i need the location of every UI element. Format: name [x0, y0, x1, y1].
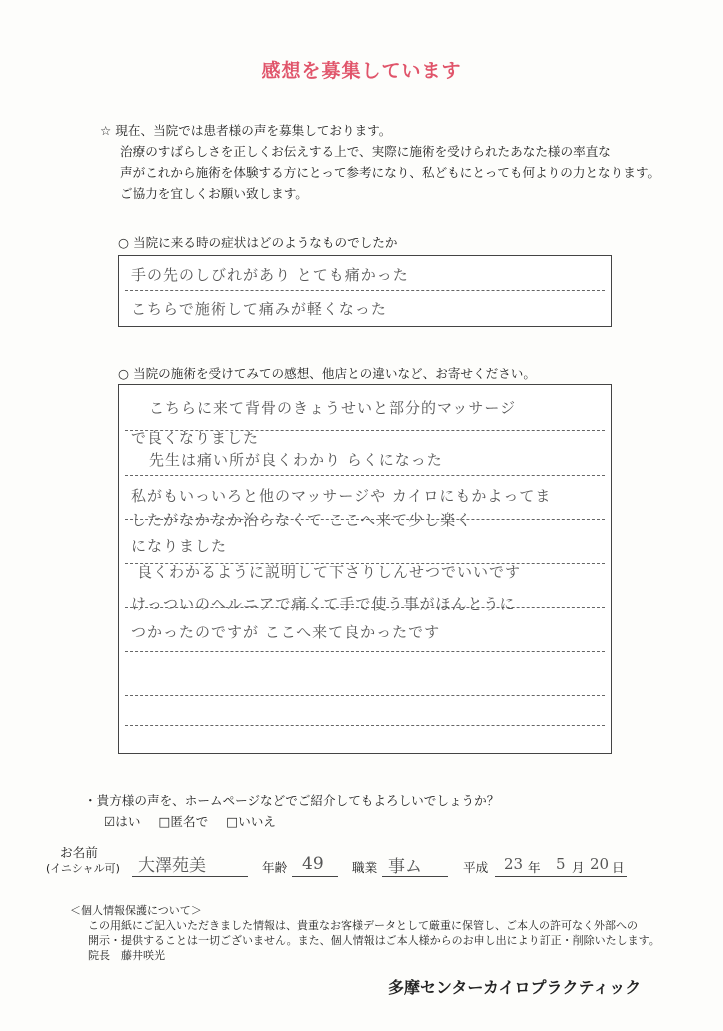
- handwritten-answer: で良くなりました: [131, 429, 260, 447]
- handwritten-answer: になりました: [131, 537, 228, 555]
- handwritten-answer: つかったのですが ここへ来て良かったです: [131, 623, 441, 641]
- privacy-line-2: 開示・提供することは一切ございません。また、個人情報はご本人様からのお申し出により訂正・削除いたします。: [88, 934, 660, 947]
- age-value: 49: [302, 854, 324, 874]
- consent-anonymous-checkbox[interactable]: □匿名で: [158, 814, 209, 829]
- intro-line-2: 治療のすばらしさを正しくお伝えする上で、実際に施術を受けられたあなた様の率直な: [120, 144, 611, 159]
- month-label: 月: [572, 860, 585, 875]
- handwritten-answer: こちらに来て背骨のきょうせいと部分的マッサージ: [149, 399, 517, 417]
- job-value: 事ム: [388, 857, 422, 877]
- day-value: 20: [590, 855, 610, 873]
- rule-line: [125, 695, 605, 696]
- intro-text: [100, 120, 660, 204]
- question-1-answer-box[interactable]: [118, 255, 612, 327]
- year-label: 年: [528, 860, 541, 875]
- consent-options: [104, 811, 290, 830]
- rule-line: [125, 290, 605, 291]
- handwritten-answer: 私がもいっいろと他のマッサージや カイロにもかよってま: [131, 487, 552, 505]
- age-underline: [292, 876, 338, 877]
- rule-line: [125, 725, 605, 726]
- consent-yes-checkbox[interactable]: ☑はい: [104, 814, 141, 829]
- name-underline: [132, 876, 248, 877]
- job-label: 職業: [352, 860, 378, 875]
- handwritten-answer: 先生は痛い所が良くわかり らくになった: [149, 451, 443, 469]
- name-value: 大澤苑美: [138, 856, 206, 876]
- question-2-label: ○ 当院の施術を受けてみての感想、他店との違いなど、お寄せください。: [118, 366, 536, 381]
- era-label: 平成: [463, 860, 489, 875]
- question-1-label: ○ 当院に来る時の症状はどのようなものでしたか: [118, 235, 398, 250]
- page-title: 感想を募集しています: [261, 60, 462, 82]
- privacy-notice: [70, 903, 660, 963]
- rule-line: [125, 651, 605, 652]
- handwritten-answer: こちらで施術して痛みが軽くなった: [131, 300, 387, 318]
- rule-line: [125, 475, 605, 476]
- initial-label: (イニシャル可): [46, 862, 120, 875]
- handwritten-answer: 良くわかるように説明して下さりしんせつでいいです: [137, 563, 522, 581]
- intro-line-3: 声がこれから施術を体験する方にとって参考になり、私どもにとっても何よりの力となります。: [120, 165, 661, 180]
- question-2-answer-box[interactable]: [118, 384, 612, 754]
- privacy-heading: ＜個人情報保護について＞: [70, 904, 202, 917]
- intro-line-1: ☆ 現在、当院では患者様の声を募集しております。: [100, 123, 392, 138]
- handwritten-answer: けっついのヘルニアで痛くて手で使う事がほんとうに: [131, 595, 516, 613]
- job-underline: [382, 876, 448, 877]
- consent-no-checkbox[interactable]: □いいえ: [226, 814, 276, 829]
- clinic-name: 多摩センターカイロプラクティック: [388, 978, 642, 997]
- date-underline: [495, 876, 627, 877]
- intro-line-4: ご協力を宜しくお願い致します。: [120, 186, 308, 201]
- handwritten-answer: 手の先のしびれがあり とても痛かった: [131, 266, 409, 284]
- privacy-director: 院長 藤井咲光: [88, 949, 165, 962]
- consent-question: ・貴方様の声を、ホームページなどでご紹介してもよろしいでしょうか？: [84, 793, 500, 808]
- handwritten-answer: したがなかなか治らなくて ここへ来て少し楽く: [131, 511, 473, 529]
- age-label: 年齢: [262, 860, 288, 875]
- day-label: 日: [612, 860, 625, 875]
- year-value: 23: [504, 855, 524, 873]
- name-label: お名前: [60, 845, 98, 860]
- privacy-line-1: この用紙にご記入いただきました情報は、貴重なお客様データとして厳重に保管し、ご本人の許可なく外部への: [88, 919, 638, 932]
- month-value: 5: [556, 855, 566, 873]
